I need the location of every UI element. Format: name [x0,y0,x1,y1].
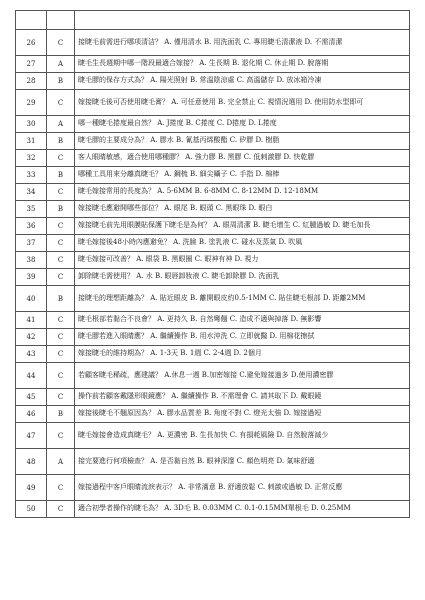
question-number: 47 [16,423,47,449]
header-row [16,11,410,30]
question-text: 哪一種睫毛捲度最自然？ A. J捲度 B. C捲度 C. D捲度 D. L捲度 [75,116,410,133]
question-text: 嫁接後睫毛不翹原因為？ A. 膠水品質差 B. 角度不對 C. 燈光太強 D. 嫁接過短 [75,406,410,423]
question-row [16,90,410,116]
question-row [16,449,410,475]
question-number: 50 [16,501,47,518]
question-row [16,269,410,286]
question-row [16,475,410,501]
question-text: 接完要進行何項檢查？ A. 是否黏自然 B. 眼神深邃 C. 顏色明亮 D. 氣味舒適 [75,449,410,475]
answer-letter: B [47,406,75,423]
question-number: 35 [16,201,47,218]
answer-letter: C [47,30,75,56]
question-text: 接睫毛的理想距離為？ A. 貼近眼皮 B. 離開眼皮約0.5-1MM C. 貼住睫毛根部 D. 距離2MM [75,286,410,312]
answer-letter: C [47,423,75,449]
answer-letter: C [47,329,75,346]
answer-letter: B [47,167,75,184]
header-answer-cell [47,11,75,30]
answer-letter: C [47,184,75,201]
answer-letter: C [47,346,75,363]
question-row [16,56,410,73]
answer-letter: A [47,449,75,475]
question-row [16,346,410,363]
question-text: 睫毛根部若黏合不良會？ A. 更持久 B. 自然彎翹 C. 造成不適與掉落 D. 無影響 [75,312,410,329]
question-text: 睫毛生長週期中哪一階段最適合嫁接？ A. 生長期 B. 退化期 C. 休止期 D. 脫落期 [75,56,410,73]
question-text: 睫毛膠的主要成分為？ A. 膠水 B. 氰基丙烯酸酯 C. 矽膠 D. 樹脂 [75,133,410,150]
question-number: 43 [16,346,47,363]
question-row [16,30,410,56]
question-row [16,501,410,518]
question-row [16,329,410,346]
answer-letter: B [47,201,75,218]
question-number: 45 [16,389,47,406]
question-row [16,133,410,150]
answer-letter: C [47,150,75,167]
question-number: 30 [16,116,47,133]
answer-letter: C [47,363,75,389]
question-row [16,201,410,218]
question-number: 27 [16,56,47,73]
question-number: 32 [16,150,47,167]
question-row [16,286,410,312]
question-row [16,218,410,235]
question-number: 46 [16,406,47,423]
question-number: 39 [16,269,47,286]
question-number: 31 [16,133,47,150]
question-number: 33 [16,167,47,184]
question-row [16,423,410,449]
question-text: 睫毛嫁接常用的長度為？ A. 5-6MM B. 6-8MM C. 8-12MM D. 12-18MM [75,184,410,201]
question-text: 睫毛嫁接後48小時內應避免？ A. 洗臉 B. 塗乳液 C. 碰水及蒸氣 D. 吹風 [75,235,410,252]
answer-letter: C [47,269,75,286]
question-number: 41 [16,312,47,329]
answer-letter: C [47,501,75,518]
question-text: 若顧客睫毛稀疏，應建議？ A.休息一週 B.加密嫁接 C.避免嫁接過多 D.使用濃密膠 [75,363,410,389]
answer-letter: C [47,218,75,235]
answer-letter: B [47,73,75,90]
question-text: 卸除睫毛需使用？ A. 水 B. 眼唇卸妝液 C. 睫毛卸除膠 D. 洗面乳 [75,269,410,286]
question-table [15,10,410,518]
question-text: 嫁接睫毛應避開哪些部位？ A. 眼尾 B. 眼頭 C. 黑眼珠 D. 眼白 [75,201,410,218]
answer-letter: B [47,286,75,312]
question-text: 操作前若顧客戴隱形眼鏡應？ A. 繼續操作 B. 不需理會 C. 請其取下 D. 戴眼鏡 [75,389,410,406]
question-row [16,389,410,406]
question-number: 29 [16,90,47,116]
question-number: 42 [16,329,47,346]
question-text: 嫁接睫毛前先用眼膜貼保護下睫毛是為何？ A. 眼周清潔 B. 睫毛增生 C. 紅腫過敏 D. 睫毛加長 [75,218,410,235]
question-row [16,363,410,389]
question-text: 睫毛嫁接可改善？ A. 眼袋 B. 黑眼圈 C. 眼神有神 D. 視力 [75,252,410,269]
question-row [16,235,410,252]
question-number: 48 [16,449,47,475]
question-number: 49 [16,475,47,501]
answer-letter: C [47,312,75,329]
answer-letter: C [47,475,75,501]
answer-letter: C [47,235,75,252]
question-text: 客人眼睛敏感，適合使用哪種膠？ A. 強力膠 B. 黑膠 C. 低刺激膠 D. 快乾膠 [75,150,410,167]
question-text: 嫁接過程中客戶眼睛流淚表示？ A. 非常滿意 B. 舒適放鬆 C. 刺激或過敏 D. 正常反應 [75,475,410,501]
question-number: 38 [16,252,47,269]
question-number: 40 [16,286,47,312]
question-row [16,252,410,269]
question-number: 28 [16,73,47,90]
question-text: 睫毛膠若進入眼睛應？ A. 繼續操作 B. 用水沖洗 C. 立即就醫 D. 用棉花擦拭 [75,329,410,346]
question-text: 嫁接睫毛後可否使用睫毛膏？ A. 可任意使用 B. 完全禁止 C. 視情況選用 D. 使用防水型即可 [75,90,410,116]
answer-letter: A [47,116,75,133]
question-text: 睫毛嫁接會造成真睫毛？ A. 更濃密 B. 生長加快 C. 有損耗風險 D. 自然脫落減少 [75,423,410,449]
quiz-sheet [15,10,410,518]
question-number: 44 [16,363,47,389]
question-row [16,312,410,329]
answer-letter: C [47,90,75,116]
question-text: 適合初學者操作的睫毛為？ A. 3D毛 B. 0.03MM C. 0.1-0.15MM單根毛 D. 0.25MM [75,501,410,518]
question-row [16,184,410,201]
question-text: 睫毛膠的保存方式為？ A. 陽光照射 B. 常溫陰涼處 C. 高溫儲存 D. 放冰箱冷凍 [75,73,410,90]
header-num-cell [16,11,47,30]
answer-letter: A [47,56,75,73]
question-row [16,116,410,133]
question-text: 接睫毛前需进行哪项清洁？ A. 僅用清水 B. 用洗面乳 C. 專用睫毛清潔液 D. 不需清潔 [75,30,410,56]
question-row [16,73,410,90]
answer-letter: B [47,133,75,150]
question-number: 37 [16,235,47,252]
question-row [16,167,410,184]
answer-letter: C [47,389,75,406]
question-number: 26 [16,30,47,56]
question-number: 34 [16,184,47,201]
header-question-cell [75,11,410,30]
question-text: 嫁接睫毛的維持期為？ A. 1-3天 B. 1週 C. 2-4週 D. 2個月 [75,346,410,363]
question-text: 哪種工具用來分離真睫毛？ A. 鋼梳 B. 細尖鑷子 C. 手指 D. 棉棒 [75,167,410,184]
answer-letter: C [47,252,75,269]
question-row [16,150,410,167]
question-number: 36 [16,218,47,235]
question-row [16,406,410,423]
